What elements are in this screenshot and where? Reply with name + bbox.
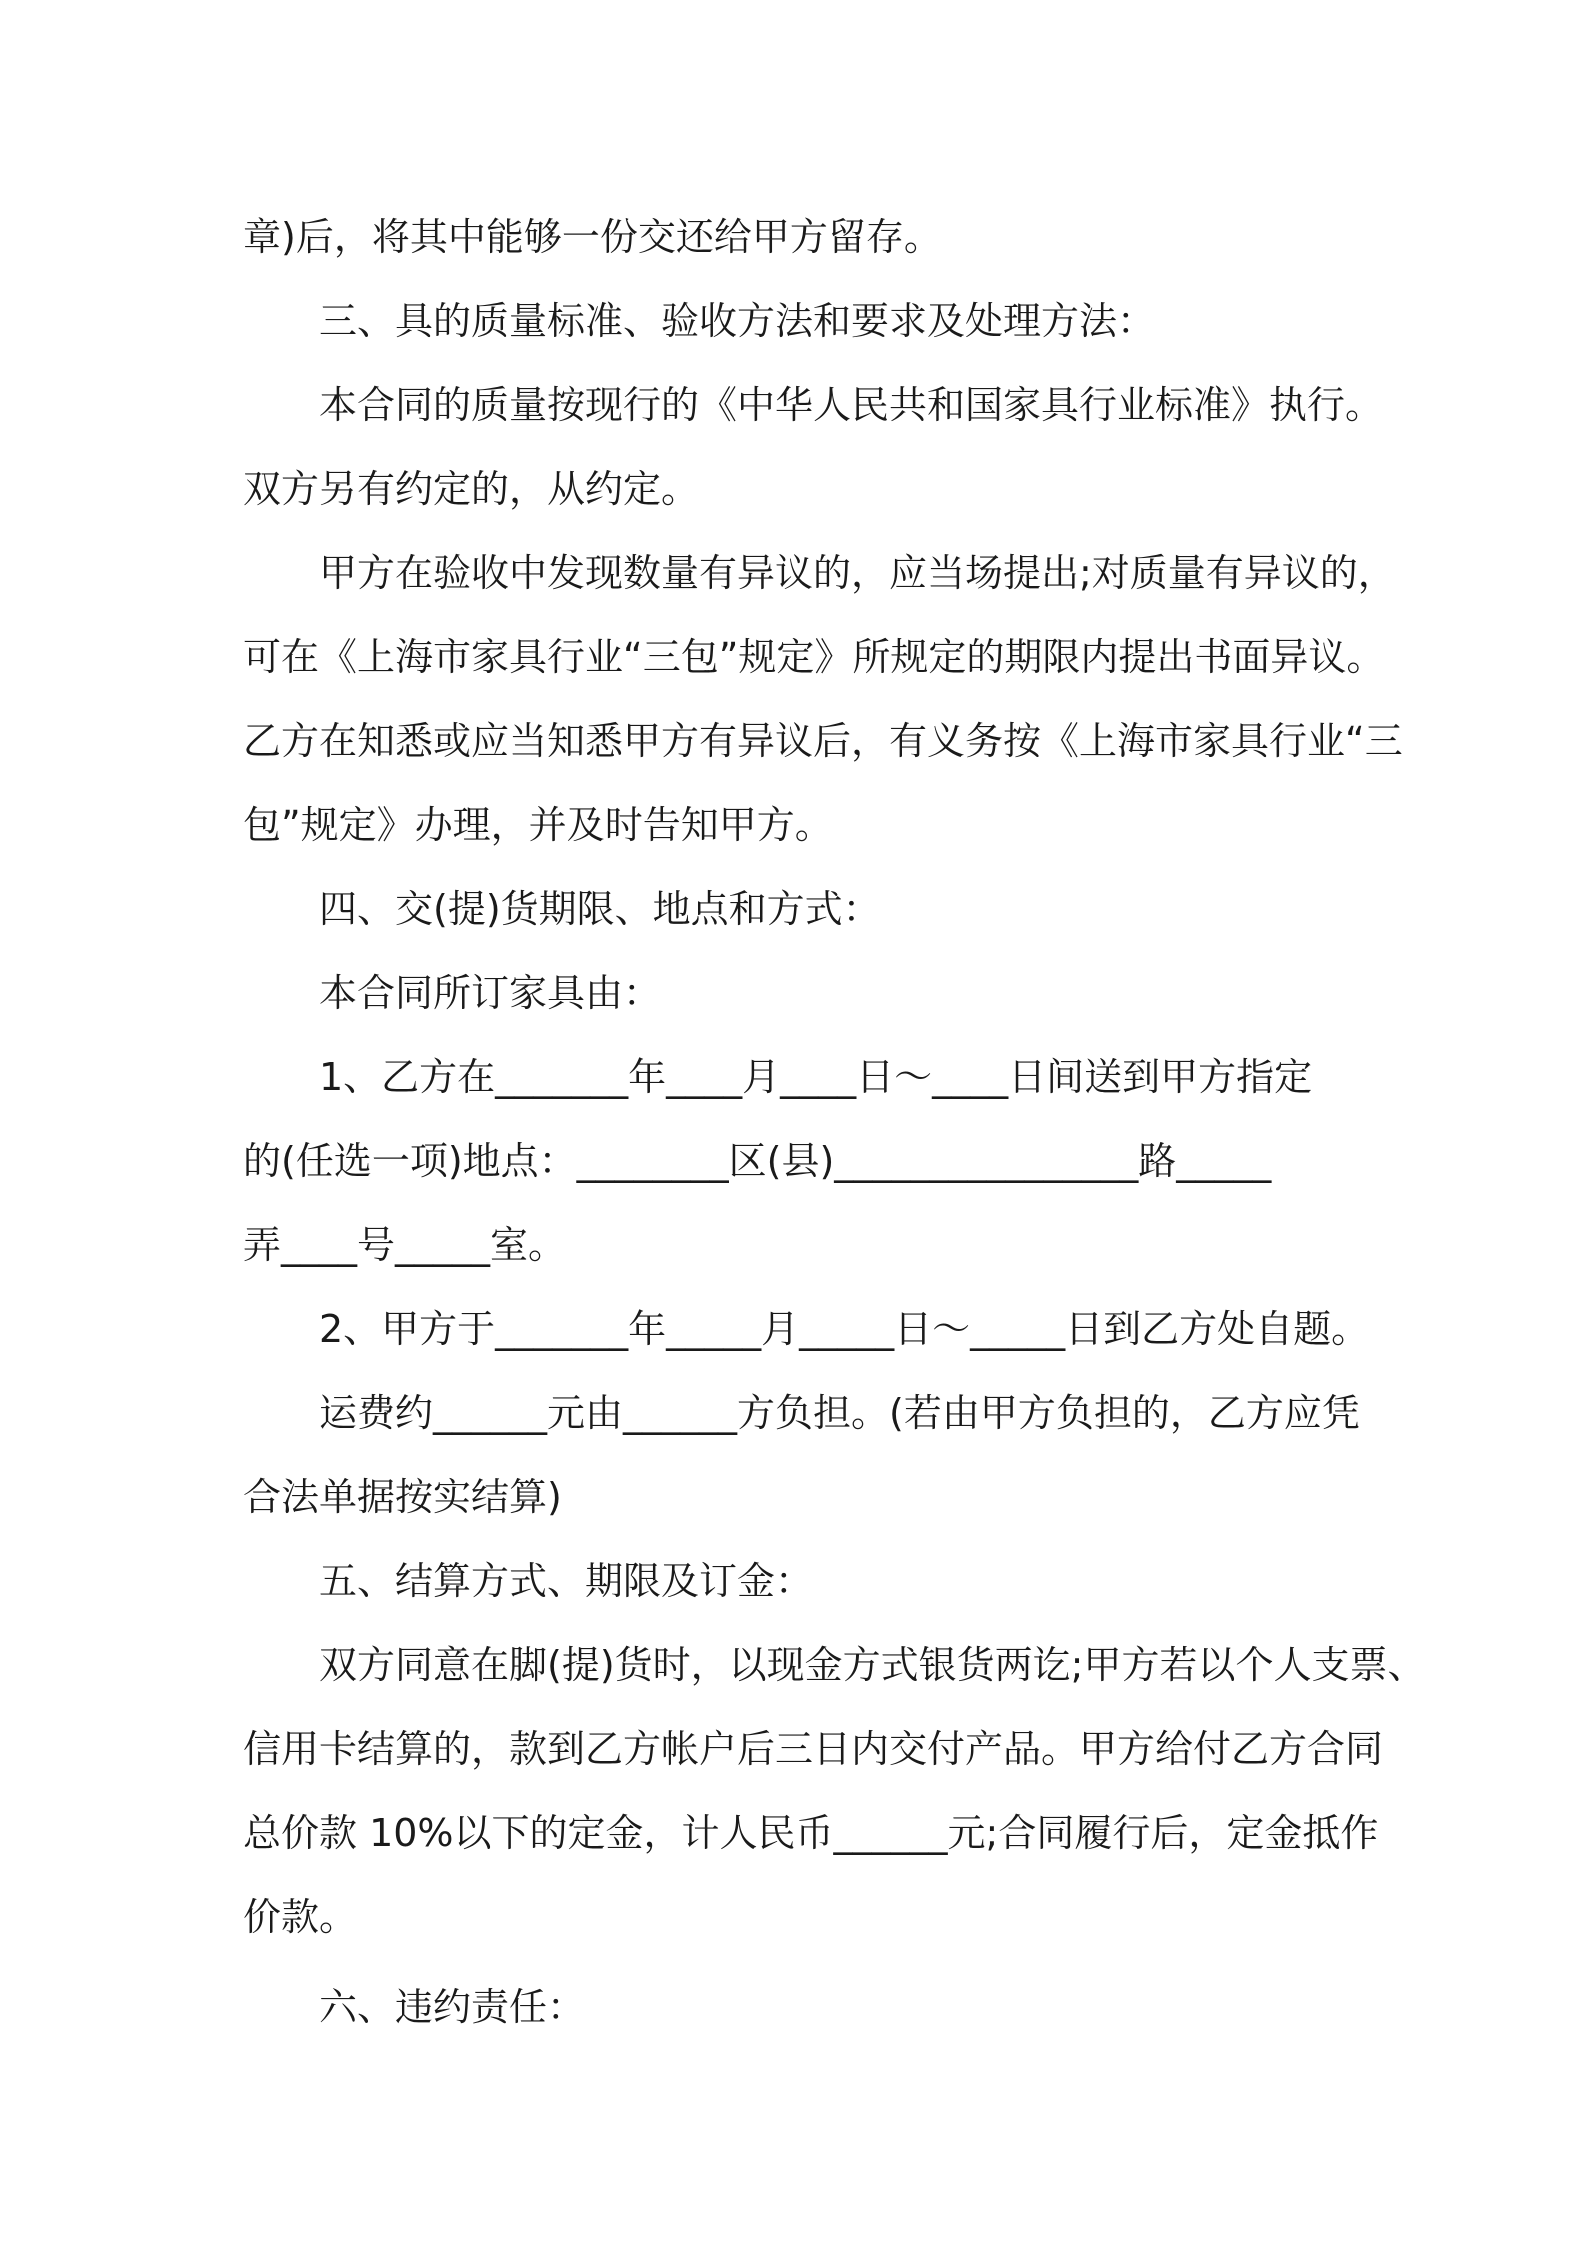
section-heading-quality: 三、具的质量标准、验收方法和要求及处理方法： (319, 299, 1156, 343)
paragraph-line: 双方同意在脚(提)货时，以现金方式银货两讫;甲方若以个人支票、 (319, 1643, 1426, 1687)
paragraph-line: 双方另有约定的，从约定。 (243, 467, 700, 511)
paragraph-line: 信用卡结算的，款到乙方帐户后三日内交付产品。甲方给付乙方合同 (243, 1727, 1384, 1771)
paragraph-line: 可在《上海市家具行业“三包”规定》所规定的期限内提出书面异议。 (243, 635, 1385, 679)
contract-text-body (243, 195, 1426, 2049)
paragraph-line: 包”规定》办理，并及时告知甲方。 (243, 803, 833, 847)
paragraph-line: 章)后，将其中能够一份交还给甲方留存。 (243, 215, 942, 259)
paragraph-line: 本合同的质量按现行的《中华人民共和国家具行业标准》执行。 (319, 383, 1384, 427)
paragraph-line: 甲方在验收中发现数量有异议的，应当场提出;对质量有异议的， (319, 551, 1396, 595)
paragraph-line: 的(任选一项)地点：________区(县)________________路_____ (243, 1139, 1272, 1183)
paragraph-line: 运费约______元由______方负担。(若由甲方负担的，乙方应凭 (319, 1391, 1360, 1435)
section-heading-settlement: 五、结算方式、期限及订金： (319, 1559, 814, 1603)
section-heading-delivery: 四、交(提)货期限、地点和方式： (319, 887, 881, 931)
paragraph-line: 1、乙方在_______年____月____日～____日间送到甲方指定 (319, 1055, 1313, 1099)
paragraph-line: 乙方在知悉或应当知悉甲方有异议后，有义务按《上海市家具行业“三 (243, 719, 1403, 763)
paragraph-line: 价款。 (243, 1895, 358, 1939)
paragraph-line: 合法单据按实结算) (243, 1475, 562, 1519)
paragraph-line: 本合同所订家具由： (319, 971, 662, 1015)
paragraph-line: 总价款 10%以下的定金，计人民币______元;合同履行后，定金抵作 (243, 1811, 1379, 1855)
paragraph-line: 弄____号_____室。 (243, 1223, 567, 1267)
section-heading-liability: 六、违约责任： (319, 1985, 586, 2029)
paragraph-line: 2、甲方于_______年_____月_____日～_____日到乙方处自题。 (319, 1307, 1370, 1351)
